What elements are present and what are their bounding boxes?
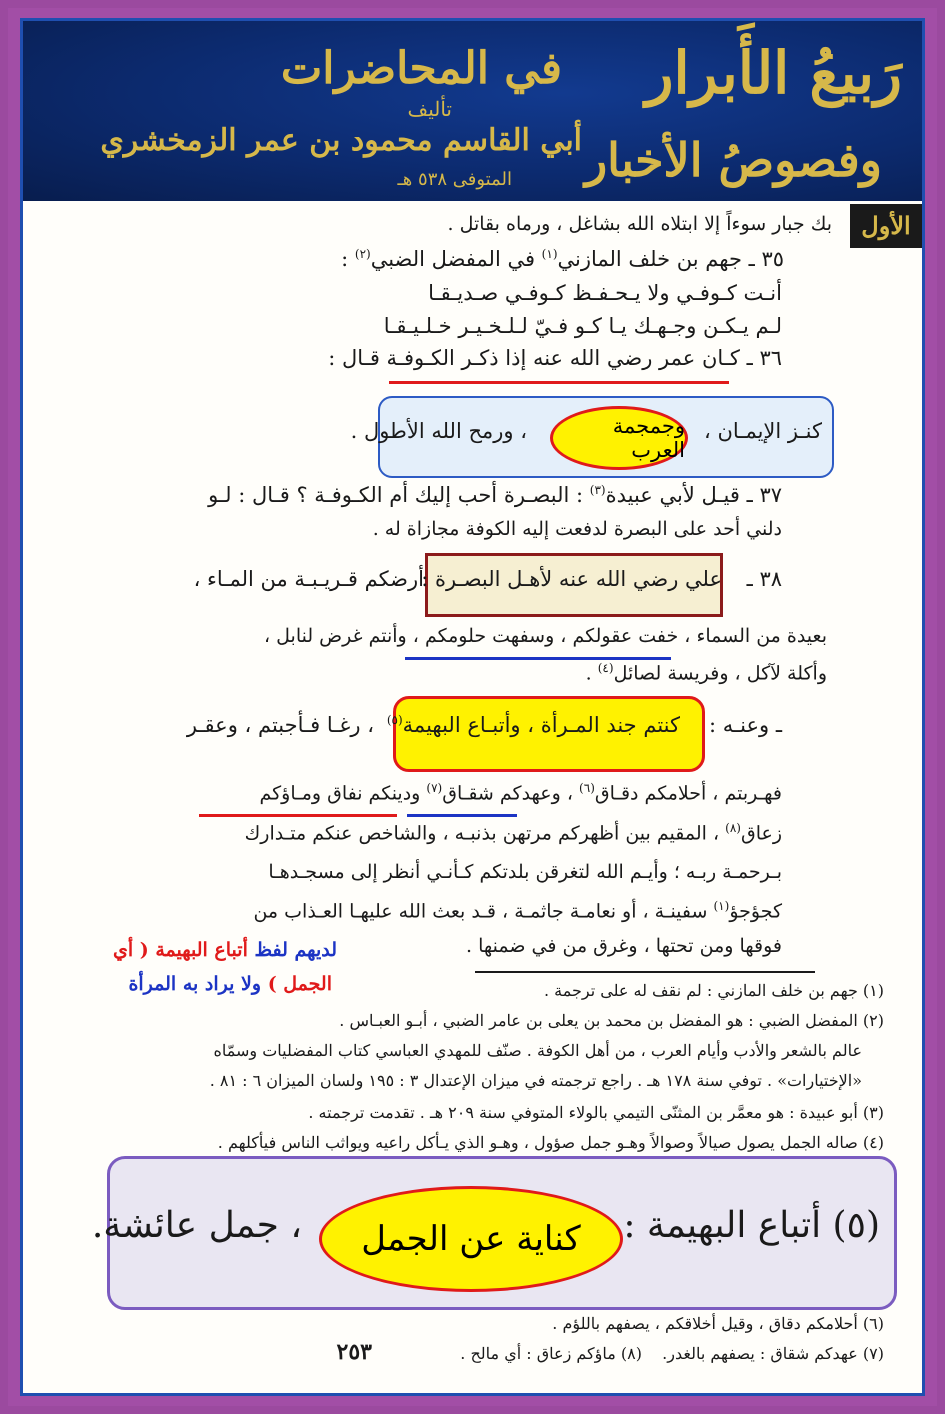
footnote-ref-next[interactable]: (١)	[713, 899, 730, 913]
line-35-part-a: ٣٥ ـ جهم بن خلف المازني	[557, 247, 784, 271]
text-line-40	[586, 661, 827, 684]
line-37-part-a: ٣٧ ـ قيـل لأبي عبيدة	[605, 483, 782, 507]
text-line-45	[253, 899, 782, 922]
blue-underline-39	[405, 657, 671, 660]
verse-line-1: أنـت كـوفـي ولا يـحـفـظ كـوفـي صـديـقـا	[428, 281, 782, 305]
footnote-2-c: «الإختيارات» . توفي سنة ١٧٨ هـ . راجع ترجمته في ميزان الإعتدال ٣ : ١٩٥ ولسان الميزان ٦ : ٨١ .	[209, 1071, 862, 1090]
line-37-part-b: : البصـرة أحب إليك أم الكـوفـة ؟ قـال : لـو	[208, 483, 590, 507]
text-line-43	[245, 821, 782, 844]
title-author-label: تأليف	[407, 97, 452, 121]
verse-line-2: لـم يـكـن وجـهـك يـا كـو فـيّ لـلـخـيـر خـلـيـقـا	[383, 314, 782, 338]
quote-part-a: كنـز الإيمـان ،	[704, 419, 822, 443]
quote-part-b: ، ورمح الله الأطول .	[350, 419, 527, 443]
text-line-35	[341, 247, 784, 271]
line-41-part-a: ـ وعنـه :	[709, 713, 782, 737]
blue-underline-42	[407, 814, 517, 817]
line-38-rest: أرضكم قـريـبـة من المـاء ،	[193, 567, 424, 591]
footnote-5-oval	[319, 1186, 623, 1292]
footnote-6: (٦) أحلامكم دقاق ، وقيل أخلاقكم ، يصفهم باللؤم .	[552, 1314, 884, 1333]
text-line-36: ٣٦ ـ كـان عمر رضي الله عنه إذا ذكـر الكـوفـة قـال :	[328, 346, 782, 370]
footnote-2-b: عالم بالشعر والأدب وأيام العرب ، من أهل الكوفة . صنّف للمهدي العباسي كتاب المفضليات وسمّاه	[213, 1041, 862, 1060]
line-43-part-a: زعاق	[740, 822, 782, 845]
page-number: ٢٥٣	[336, 1339, 372, 1365]
footnote-ref-6[interactable]: (٦)	[579, 781, 595, 795]
footnote-5-oval-text: كناية عن الجمل	[361, 1219, 581, 1259]
footnote-ref-7[interactable]: (٧)	[426, 781, 443, 795]
footnote-ref-5[interactable]: (٥)	[386, 713, 403, 727]
red-underline-42	[199, 814, 397, 817]
line-38-boxed: علي رضي الله عنه لأهـل البصـرة :	[421, 567, 722, 591]
book-title-banner	[23, 21, 922, 201]
line-38-number: ٣٨ ـ	[746, 567, 782, 591]
footnote-1: (١) جهم بن خلف المازني : لم نقف له على ترجمة .	[543, 981, 884, 1000]
footnote-ref-3[interactable]: (٣)	[589, 483, 606, 497]
red-underline-36	[389, 381, 729, 384]
footnote-5-part-a: (٥) أتباع البهيمة :	[623, 1205, 880, 1246]
line-41-boxed	[387, 713, 680, 737]
title-author-name: أبي القاسم محمود بن عمر الزمخشري	[100, 123, 582, 158]
line-43-part-b: ، المقيم بين أظهركم مرتهن بذنبـه ، والشاخص عنكم متـدارك	[244, 822, 726, 845]
title-sub-1: في المحاضرات	[280, 43, 562, 94]
line-45-part-a: كجؤجؤ	[729, 900, 782, 923]
annotation-part-2: أتباع البهيمة ( أي	[112, 939, 248, 961]
footnote-ref-8[interactable]: (٨)	[725, 821, 741, 835]
text-line-1: بك جبار سوءاً إلا ابتلاه الله بشاغل ، ورماه بقاتل .	[447, 213, 832, 235]
footnote-2-a: (٢) المفضل الضبي : هو المفضل بن محمد بن يعلى بن عامر الضبي ، أبـو العبـاس .	[339, 1011, 884, 1030]
title-main-2: وفصوصُ الأخبار	[584, 133, 882, 187]
footnote-ref-2[interactable]: (٢)	[354, 247, 371, 261]
line-45-part-b: سفينـة ، أو نعامـة جاثمـة ، قـد بعث الله عليهـا العـذاب من	[253, 900, 714, 923]
line-42-part-a: فهـربتم ، أحلامكم دقـاق	[594, 782, 782, 805]
line-35-part-c: :	[341, 247, 355, 271]
footnote-3: (٣) أبو عبيدة : هو معمَّر بن المثنّى التيمي بالولاء المتوفي سنة ٢٠٩ هـ . تقدمت ترجمته .	[308, 1103, 884, 1122]
line-42-part-b: ، وعهدكم شقـاق	[442, 782, 580, 805]
line-35-part-b: في المفضل الضبي	[370, 247, 542, 271]
line-40-part-b: .	[585, 662, 598, 685]
book-page	[20, 18, 925, 1396]
footnote-ref-1[interactable]: (١)	[541, 247, 558, 261]
line-40-part-a: وأكلة لآكل ، وفريسة لصائل	[613, 662, 827, 685]
footnote-5-part-b: ، جمل عائشة.	[91, 1205, 302, 1246]
text-line-37-cont: دلني أحد على البصرة لدفعت إليه الكوفة مجازاة له .	[372, 518, 782, 540]
text-line-42	[259, 781, 782, 804]
title-death-year: المتوفى ٥٣٨ هـ	[397, 169, 512, 190]
quote-oval-text: وجمجمة العرب	[612, 414, 685, 462]
title-main-1: رَبيعُ الأَبرار	[645, 39, 902, 107]
line-41-part-b: ، رغـا فـأجبتم ، وعقـر	[186, 713, 374, 737]
footnote-4: (٤) صاله الجمل يصول صيالاً وصوالاً وهـو جمل صؤول ، وهـو الذي يـأكل راعيه ويواثب الناس فيأكلهم .	[217, 1133, 884, 1152]
line-42-part-c: ودينكم نفاق ومـاؤكم	[259, 782, 427, 805]
text-line-37	[208, 483, 782, 507]
footnote-separator	[475, 971, 815, 973]
volume-tag: الأول	[850, 204, 922, 248]
text-line-44: بـرحمـة ربـه ؛ وأيـم الله لتغرقن بلدتكم كـأنـي أنظر إلى مسجـدهـا	[268, 861, 782, 883]
annotation-part-3: الجمل )	[267, 973, 332, 995]
footnote-7: (٧) عهدكم شقاق : يصفهم بالغدر.	[662, 1344, 884, 1363]
footnote-8: (٨) ماؤكم زعاق : أي مالح .	[460, 1344, 642, 1363]
quote-oval-highlight	[550, 406, 688, 470]
annotation-part-4: ولا يراد به المرأة	[128, 973, 262, 995]
footnote-ref-4[interactable]: (٤)	[597, 661, 614, 675]
line-41-boxed-text: كنتم جند المـرأة ، وأتبـاع البهيمة	[402, 713, 680, 737]
annotation-part-1: لديهم لفظ	[254, 939, 337, 961]
outer-frame	[8, 8, 937, 1406]
text-line-39: بعيدة من السماء ، خفت عقولكم ، وسفهت حلومكم ، وأنتم غرض لنابل ،	[263, 625, 827, 647]
annotation-line-1	[113, 939, 337, 961]
text-line-46: فوقها ومن تحتها ، وغرق من في ضمنها .	[466, 935, 782, 957]
annotation-line-2	[128, 973, 332, 995]
